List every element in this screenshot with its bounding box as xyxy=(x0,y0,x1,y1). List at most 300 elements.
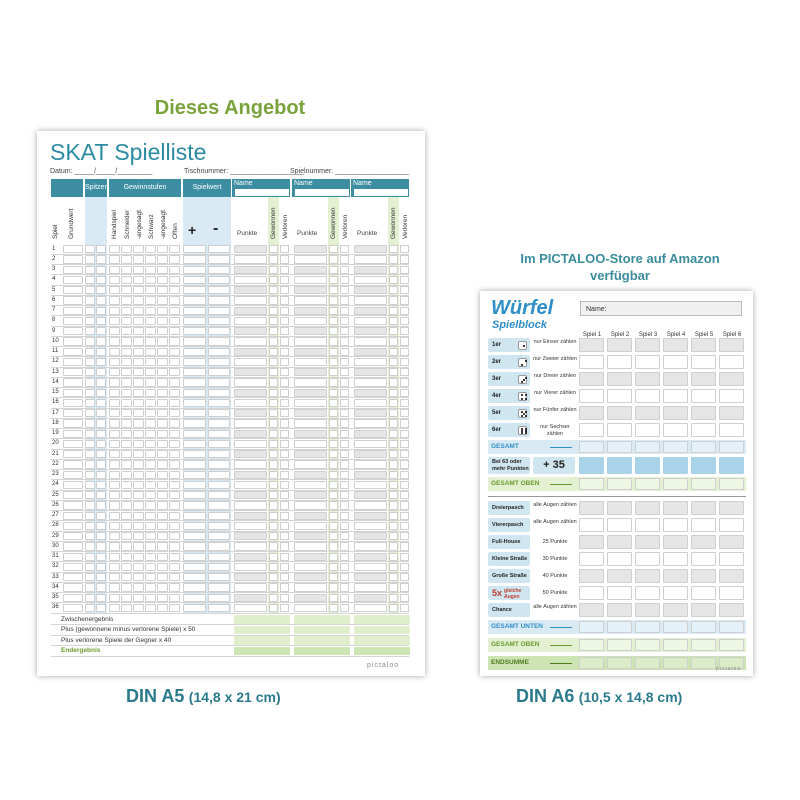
verloren-cell[interactable] xyxy=(400,286,409,294)
punkte-cell[interactable] xyxy=(354,481,387,489)
table-cell[interactable] xyxy=(96,563,106,571)
gewonnen-cell[interactable] xyxy=(269,512,278,520)
table-cell[interactable] xyxy=(96,337,106,345)
table-cell[interactable] xyxy=(169,378,180,386)
table-cell[interactable] xyxy=(121,266,132,274)
punkte-cell[interactable] xyxy=(294,296,327,304)
score-cell[interactable] xyxy=(691,586,716,600)
score-cell[interactable] xyxy=(579,657,604,669)
verloren-cell[interactable] xyxy=(400,491,409,499)
gewonnen-cell[interactable] xyxy=(389,532,398,540)
table-cell[interactable] xyxy=(63,460,83,468)
punkte-cell[interactable] xyxy=(294,532,327,540)
table-cell[interactable] xyxy=(96,542,106,550)
score-cell[interactable] xyxy=(635,535,660,549)
gewonnen-cell[interactable] xyxy=(269,368,278,376)
table-cell[interactable] xyxy=(157,245,168,253)
table-cell[interactable] xyxy=(169,583,180,591)
table-cell[interactable] xyxy=(133,512,144,520)
gewonnen-cell[interactable] xyxy=(329,409,338,417)
gewonnen-cell[interactable] xyxy=(389,481,398,489)
score-cell[interactable] xyxy=(579,423,604,437)
table-cell[interactable] xyxy=(208,573,230,581)
table-cell[interactable] xyxy=(121,491,132,499)
table-cell[interactable] xyxy=(109,276,120,284)
table-cell[interactable] xyxy=(169,255,180,263)
bonus-cell[interactable] xyxy=(663,457,688,474)
score-cell[interactable] xyxy=(579,552,604,566)
table-cell[interactable] xyxy=(157,460,168,468)
table-cell[interactable] xyxy=(208,604,230,612)
punkte-cell[interactable] xyxy=(354,440,387,448)
verloren-cell[interactable] xyxy=(280,419,289,427)
table-cell[interactable] xyxy=(121,440,132,448)
table-cell[interactable] xyxy=(208,460,230,468)
table-cell[interactable] xyxy=(208,522,230,530)
table-cell[interactable] xyxy=(208,542,230,550)
table-cell[interactable] xyxy=(109,348,120,356)
score-cell[interactable] xyxy=(663,586,688,600)
score-cell[interactable] xyxy=(579,535,604,549)
score-cell[interactable] xyxy=(663,639,688,651)
verloren-cell[interactable] xyxy=(280,491,289,499)
table-cell[interactable] xyxy=(121,542,132,550)
punkte-cell[interactable] xyxy=(354,378,387,386)
gewonnen-cell[interactable] xyxy=(269,594,278,602)
table-cell[interactable] xyxy=(183,512,206,520)
table-cell[interactable] xyxy=(85,368,95,376)
table-cell[interactable] xyxy=(133,317,144,325)
score-cell[interactable] xyxy=(635,657,660,669)
gewonnen-cell[interactable] xyxy=(329,399,338,407)
table-cell[interactable] xyxy=(121,378,132,386)
verloren-cell[interactable] xyxy=(280,296,289,304)
score-cell[interactable] xyxy=(579,478,604,490)
table-cell[interactable] xyxy=(96,317,106,325)
gewonnen-cell[interactable] xyxy=(269,409,278,417)
table-cell[interactable] xyxy=(109,532,120,540)
table-cell[interactable] xyxy=(145,348,156,356)
verloren-cell[interactable] xyxy=(280,327,289,335)
table-cell[interactable] xyxy=(208,266,230,274)
table-cell[interactable] xyxy=(63,450,83,458)
verloren-cell[interactable] xyxy=(340,440,349,448)
gewonnen-cell[interactable] xyxy=(389,563,398,571)
gewonnen-cell[interactable] xyxy=(269,327,278,335)
table-cell[interactable] xyxy=(145,255,156,263)
score-cell[interactable] xyxy=(607,518,632,532)
gewonnen-cell[interactable] xyxy=(269,440,278,448)
table-cell[interactable] xyxy=(85,399,95,407)
table-cell[interactable] xyxy=(145,512,156,520)
table-cell[interactable] xyxy=(145,553,156,561)
gewonnen-cell[interactable] xyxy=(269,255,278,263)
verloren-cell[interactable] xyxy=(340,419,349,427)
table-cell[interactable] xyxy=(85,563,95,571)
gewonnen-cell[interactable] xyxy=(329,419,338,427)
punkte-cell[interactable] xyxy=(354,522,387,530)
table-cell[interactable] xyxy=(85,481,95,489)
table-cell[interactable] xyxy=(109,430,120,438)
punkte-cell[interactable] xyxy=(234,481,267,489)
table-cell[interactable] xyxy=(157,481,168,489)
punkte-cell[interactable] xyxy=(354,430,387,438)
table-cell[interactable] xyxy=(63,604,83,612)
table-cell[interactable] xyxy=(157,317,168,325)
punkte-cell[interactable] xyxy=(234,583,267,591)
score-cell[interactable] xyxy=(635,423,660,437)
table-cell[interactable] xyxy=(183,450,206,458)
verloren-cell[interactable] xyxy=(280,317,289,325)
gewonnen-cell[interactable] xyxy=(389,419,398,427)
table-cell[interactable] xyxy=(169,389,180,397)
table-cell[interactable] xyxy=(208,471,230,479)
score-cell[interactable] xyxy=(663,389,688,403)
table-cell[interactable] xyxy=(169,327,180,335)
gewonnen-cell[interactable] xyxy=(269,501,278,509)
verloren-cell[interactable] xyxy=(400,358,409,366)
punkte-cell[interactable] xyxy=(294,573,327,581)
punkte-cell[interactable] xyxy=(294,286,327,294)
verloren-cell[interactable] xyxy=(400,460,409,468)
gewonnen-cell[interactable] xyxy=(329,255,338,263)
score-cell[interactable] xyxy=(579,621,604,633)
verloren-cell[interactable] xyxy=(340,389,349,397)
verloren-cell[interactable] xyxy=(280,430,289,438)
punkte-cell[interactable] xyxy=(354,399,387,407)
score-cell[interactable] xyxy=(719,389,744,403)
footer-cell[interactable] xyxy=(354,636,410,645)
verloren-cell[interactable] xyxy=(400,573,409,581)
table-cell[interactable] xyxy=(183,296,206,304)
bonus-cell[interactable] xyxy=(635,457,660,474)
punkte-cell[interactable] xyxy=(294,450,327,458)
punkte-cell[interactable] xyxy=(294,481,327,489)
punkte-cell[interactable] xyxy=(354,307,387,315)
punkte-cell[interactable] xyxy=(294,563,327,571)
verloren-cell[interactable] xyxy=(280,307,289,315)
table-cell[interactable] xyxy=(145,286,156,294)
table-cell[interactable] xyxy=(109,594,120,602)
score-cell[interactable] xyxy=(579,586,604,600)
gewonnen-cell[interactable] xyxy=(329,522,338,530)
verloren-cell[interactable] xyxy=(340,368,349,376)
table-cell[interactable] xyxy=(183,491,206,499)
table-cell[interactable] xyxy=(208,337,230,345)
table-cell[interactable] xyxy=(109,604,120,612)
punkte-cell[interactable] xyxy=(354,266,387,274)
score-cell[interactable] xyxy=(579,372,604,386)
table-cell[interactable] xyxy=(157,337,168,345)
verloren-cell[interactable] xyxy=(400,255,409,263)
table-cell[interactable] xyxy=(157,522,168,530)
table-cell[interactable] xyxy=(109,501,120,509)
gewonnen-cell[interactable] xyxy=(329,481,338,489)
table-cell[interactable] xyxy=(96,594,106,602)
table-cell[interactable] xyxy=(183,440,206,448)
gewonnen-cell[interactable] xyxy=(329,378,338,386)
table-cell[interactable] xyxy=(169,266,180,274)
table-cell[interactable] xyxy=(133,419,144,427)
punkte-cell[interactable] xyxy=(234,471,267,479)
punkte-cell[interactable] xyxy=(234,430,267,438)
gewonnen-cell[interactable] xyxy=(269,542,278,550)
verloren-cell[interactable] xyxy=(280,378,289,386)
score-cell[interactable] xyxy=(719,569,744,583)
verloren-cell[interactable] xyxy=(400,368,409,376)
score-cell[interactable] xyxy=(719,406,744,420)
table-cell[interactable] xyxy=(85,491,95,499)
gewonnen-cell[interactable] xyxy=(329,317,338,325)
punkte-cell[interactable] xyxy=(234,296,267,304)
punkte-cell[interactable] xyxy=(234,358,267,366)
table-cell[interactable] xyxy=(208,409,230,417)
table-cell[interactable] xyxy=(169,481,180,489)
table-cell[interactable] xyxy=(121,553,132,561)
gewonnen-cell[interactable] xyxy=(269,481,278,489)
table-cell[interactable] xyxy=(183,481,206,489)
score-cell[interactable] xyxy=(635,603,660,617)
table-cell[interactable] xyxy=(133,430,144,438)
punkte-cell[interactable] xyxy=(354,501,387,509)
verloren-cell[interactable] xyxy=(340,358,349,366)
score-cell[interactable] xyxy=(635,518,660,532)
table-cell[interactable] xyxy=(157,604,168,612)
table-cell[interactable] xyxy=(109,358,120,366)
table-cell[interactable] xyxy=(85,430,95,438)
score-cell[interactable] xyxy=(663,423,688,437)
bonus-cell[interactable] xyxy=(607,457,632,474)
table-cell[interactable] xyxy=(96,450,106,458)
score-cell[interactable] xyxy=(691,501,716,515)
table-cell[interactable] xyxy=(121,358,132,366)
table-cell[interactable] xyxy=(183,399,206,407)
gewonnen-cell[interactable] xyxy=(329,286,338,294)
table-cell[interactable] xyxy=(208,501,230,509)
table-cell[interactable] xyxy=(96,430,106,438)
table-cell[interactable] xyxy=(133,542,144,550)
score-cell[interactable] xyxy=(691,406,716,420)
verloren-cell[interactable] xyxy=(400,296,409,304)
table-cell[interactable] xyxy=(121,307,132,315)
punkte-cell[interactable] xyxy=(354,542,387,550)
verloren-cell[interactable] xyxy=(340,327,349,335)
verloren-cell[interactable] xyxy=(340,563,349,571)
punkte-cell[interactable] xyxy=(234,419,267,427)
table-cell[interactable] xyxy=(157,563,168,571)
table-cell[interactable] xyxy=(121,317,132,325)
gewonnen-cell[interactable] xyxy=(329,348,338,356)
table-cell[interactable] xyxy=(133,266,144,274)
table-cell[interactable] xyxy=(157,532,168,540)
table-cell[interactable] xyxy=(109,337,120,345)
table-cell[interactable] xyxy=(121,501,132,509)
table-cell[interactable] xyxy=(157,583,168,591)
name-input-3[interactable] xyxy=(353,188,409,197)
table-cell[interactable] xyxy=(63,573,83,581)
verloren-cell[interactable] xyxy=(400,317,409,325)
table-cell[interactable] xyxy=(133,399,144,407)
table-cell[interactable] xyxy=(63,307,83,315)
table-cell[interactable] xyxy=(63,389,83,397)
verloren-cell[interactable] xyxy=(280,399,289,407)
gewonnen-cell[interactable] xyxy=(329,440,338,448)
table-cell[interactable] xyxy=(96,481,106,489)
gewonnen-cell[interactable] xyxy=(389,460,398,468)
gewonnen-cell[interactable] xyxy=(269,522,278,530)
footer-cell[interactable] xyxy=(354,615,410,624)
table-cell[interactable] xyxy=(145,430,156,438)
punkte-cell[interactable] xyxy=(294,255,327,263)
table-cell[interactable] xyxy=(96,286,106,294)
verloren-cell[interactable] xyxy=(400,348,409,356)
table-cell[interactable] xyxy=(183,327,206,335)
table-cell[interactable] xyxy=(145,583,156,591)
gewonnen-cell[interactable] xyxy=(329,276,338,284)
score-cell[interactable] xyxy=(691,535,716,549)
gewonnen-cell[interactable] xyxy=(329,553,338,561)
table-cell[interactable] xyxy=(145,594,156,602)
punkte-cell[interactable] xyxy=(234,399,267,407)
table-cell[interactable] xyxy=(85,512,95,520)
punkte-cell[interactable] xyxy=(294,604,327,612)
verloren-cell[interactable] xyxy=(400,440,409,448)
punkte-cell[interactable] xyxy=(354,368,387,376)
score-cell[interactable] xyxy=(691,657,716,669)
table-cell[interactable] xyxy=(145,542,156,550)
name-field[interactable] xyxy=(580,301,742,316)
table-cell[interactable] xyxy=(63,276,83,284)
punkte-cell[interactable] xyxy=(294,594,327,602)
table-cell[interactable] xyxy=(145,563,156,571)
table-cell[interactable] xyxy=(109,296,120,304)
score-cell[interactable] xyxy=(607,603,632,617)
punkte-cell[interactable] xyxy=(234,317,267,325)
table-cell[interactable] xyxy=(157,440,168,448)
footer-cell[interactable] xyxy=(294,626,350,635)
table-cell[interactable] xyxy=(169,573,180,581)
table-cell[interactable] xyxy=(183,255,206,263)
table-cell[interactable] xyxy=(63,368,83,376)
score-cell[interactable] xyxy=(663,621,688,633)
table-cell[interactable] xyxy=(157,594,168,602)
gewonnen-cell[interactable] xyxy=(329,358,338,366)
table-cell[interactable] xyxy=(208,245,230,253)
table-cell[interactable] xyxy=(85,532,95,540)
table-cell[interactable] xyxy=(169,419,180,427)
gewonnen-cell[interactable] xyxy=(329,532,338,540)
table-cell[interactable] xyxy=(121,522,132,530)
score-cell[interactable] xyxy=(691,552,716,566)
table-cell[interactable] xyxy=(96,399,106,407)
table-cell[interactable] xyxy=(85,296,95,304)
score-cell[interactable] xyxy=(719,478,744,490)
table-cell[interactable] xyxy=(183,276,206,284)
table-cell[interactable] xyxy=(145,604,156,612)
punkte-cell[interactable] xyxy=(354,276,387,284)
footer-cell[interactable] xyxy=(294,636,350,645)
score-cell[interactable] xyxy=(719,639,744,651)
table-cell[interactable] xyxy=(169,276,180,284)
score-cell[interactable] xyxy=(663,535,688,549)
table-cell[interactable] xyxy=(183,501,206,509)
table-cell[interactable] xyxy=(85,348,95,356)
table-cell[interactable] xyxy=(208,419,230,427)
verloren-cell[interactable] xyxy=(280,501,289,509)
punkte-cell[interactable] xyxy=(294,491,327,499)
table-cell[interactable] xyxy=(208,532,230,540)
table-cell[interactable] xyxy=(157,266,168,274)
name-input-2[interactable] xyxy=(294,188,350,197)
verloren-cell[interactable] xyxy=(340,522,349,530)
score-cell[interactable] xyxy=(719,441,744,453)
table-cell[interactable] xyxy=(96,522,106,530)
gewonnen-cell[interactable] xyxy=(269,317,278,325)
verloren-cell[interactable] xyxy=(340,255,349,263)
table-cell[interactable] xyxy=(63,440,83,448)
table-cell[interactable] xyxy=(63,542,83,550)
punkte-cell[interactable] xyxy=(234,409,267,417)
gewonnen-cell[interactable] xyxy=(269,532,278,540)
table-cell[interactable] xyxy=(145,378,156,386)
verloren-cell[interactable] xyxy=(340,276,349,284)
table-cell[interactable] xyxy=(208,440,230,448)
table-cell[interactable] xyxy=(183,563,206,571)
table-cell[interactable] xyxy=(63,266,83,274)
gewonnen-cell[interactable] xyxy=(389,245,398,253)
table-cell[interactable] xyxy=(63,286,83,294)
score-cell[interactable] xyxy=(663,441,688,453)
verloren-cell[interactable] xyxy=(400,245,409,253)
score-cell[interactable] xyxy=(635,501,660,515)
table-cell[interactable] xyxy=(208,594,230,602)
gewonnen-cell[interactable] xyxy=(389,573,398,581)
punkte-cell[interactable] xyxy=(294,389,327,397)
punkte-cell[interactable] xyxy=(294,399,327,407)
table-cell[interactable] xyxy=(145,337,156,345)
gewonnen-cell[interactable] xyxy=(389,399,398,407)
score-cell[interactable] xyxy=(663,552,688,566)
table-cell[interactable] xyxy=(169,286,180,294)
table-cell[interactable] xyxy=(169,553,180,561)
table-cell[interactable] xyxy=(85,594,95,602)
table-cell[interactable] xyxy=(208,583,230,591)
table-cell[interactable] xyxy=(208,399,230,407)
punkte-cell[interactable] xyxy=(294,409,327,417)
verloren-cell[interactable] xyxy=(340,296,349,304)
verloren-cell[interactable] xyxy=(400,532,409,540)
table-cell[interactable] xyxy=(96,358,106,366)
gewonnen-cell[interactable] xyxy=(329,573,338,581)
gewonnen-cell[interactable] xyxy=(269,491,278,499)
verloren-cell[interactable] xyxy=(400,481,409,489)
table-cell[interactable] xyxy=(96,245,106,253)
table-cell[interactable] xyxy=(157,327,168,335)
table-cell[interactable] xyxy=(63,553,83,561)
score-cell[interactable] xyxy=(635,569,660,583)
table-cell[interactable] xyxy=(85,573,95,581)
table-cell[interactable] xyxy=(96,553,106,561)
table-cell[interactable] xyxy=(63,327,83,335)
table-cell[interactable] xyxy=(208,491,230,499)
table-cell[interactable] xyxy=(109,481,120,489)
table-cell[interactable] xyxy=(85,409,95,417)
table-cell[interactable] xyxy=(133,563,144,571)
table-cell[interactable] xyxy=(169,471,180,479)
table-cell[interactable] xyxy=(183,409,206,417)
punkte-cell[interactable] xyxy=(354,573,387,581)
table-cell[interactable] xyxy=(85,553,95,561)
